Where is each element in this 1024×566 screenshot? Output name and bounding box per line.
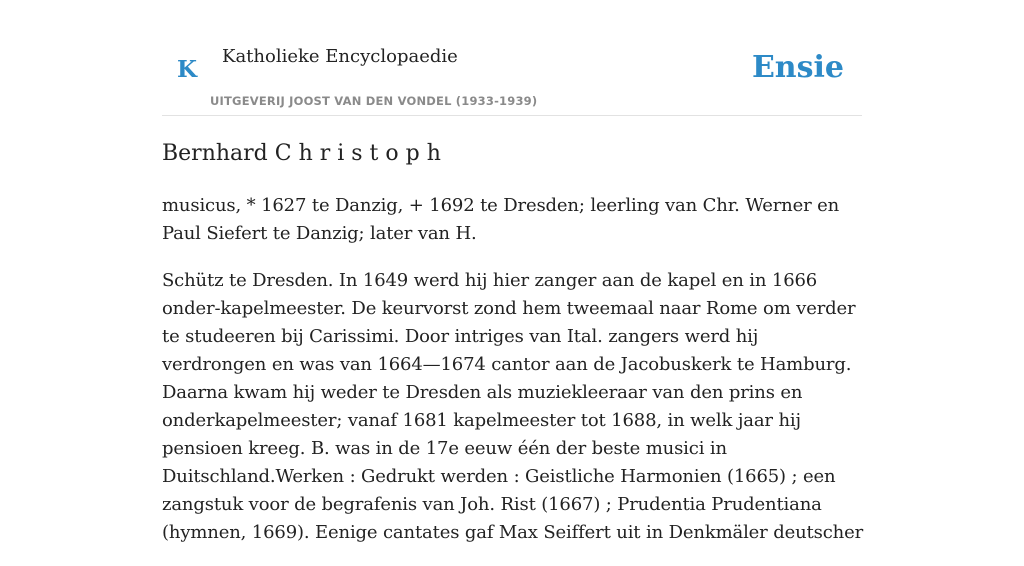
site-header [162,40,862,116]
publication-logo[interactable]: K [177,56,197,83]
ensie-brand-logo[interactable]: Ensie [751,50,844,85]
publisher-subtitle: UITGEVERIJ JOOST VAN DEN VONDEL (1933-1939) [210,94,538,108]
article [162,138,864,566]
article-paragraph: Schütz te Dresden. In 1649 werd hij hier zanger aan de kapel en in 1666 onder-kapelmeester. De keurvorst zond hem tweemaal naar Rome om verder te studeeren bij Carissimi. Door intriges van Ital. zangers werd hij verdrongen en was van 1664—1674 cantor aan de Jacobuskerk te Hamburg. Daarna kwam hij weder te Dresden als muziekleeraar van den prins en onderkapelmeester; vanaf 1681 kapelmeester tot 1688, in welk jaar hij pensioen kreeg. B. was in de 17e eeuw één der beste musici in Duitschland.Werken : Gedrukt werden : Geistliche Harmonien (1665) ; een zangstuk voor de begrafenis van Joh. Rist (1667) ; Prudentia Prudentiana (hymnen, 1669). Eenige cantates gaf Max Seiffert uit in Denkmäler deutscher [162,270,864,543]
publication-title[interactable]: Katholieke Encyclopaedie [222,46,458,67]
article-paragraph: musicus, * 1627 te Danzig, + 1692 te Dresden; leerling van Chr. Werner en Paul Siefert te Danzig; later van H. [162,195,840,244]
article-title: Bernhard C h r i s t o p h [162,141,441,166]
